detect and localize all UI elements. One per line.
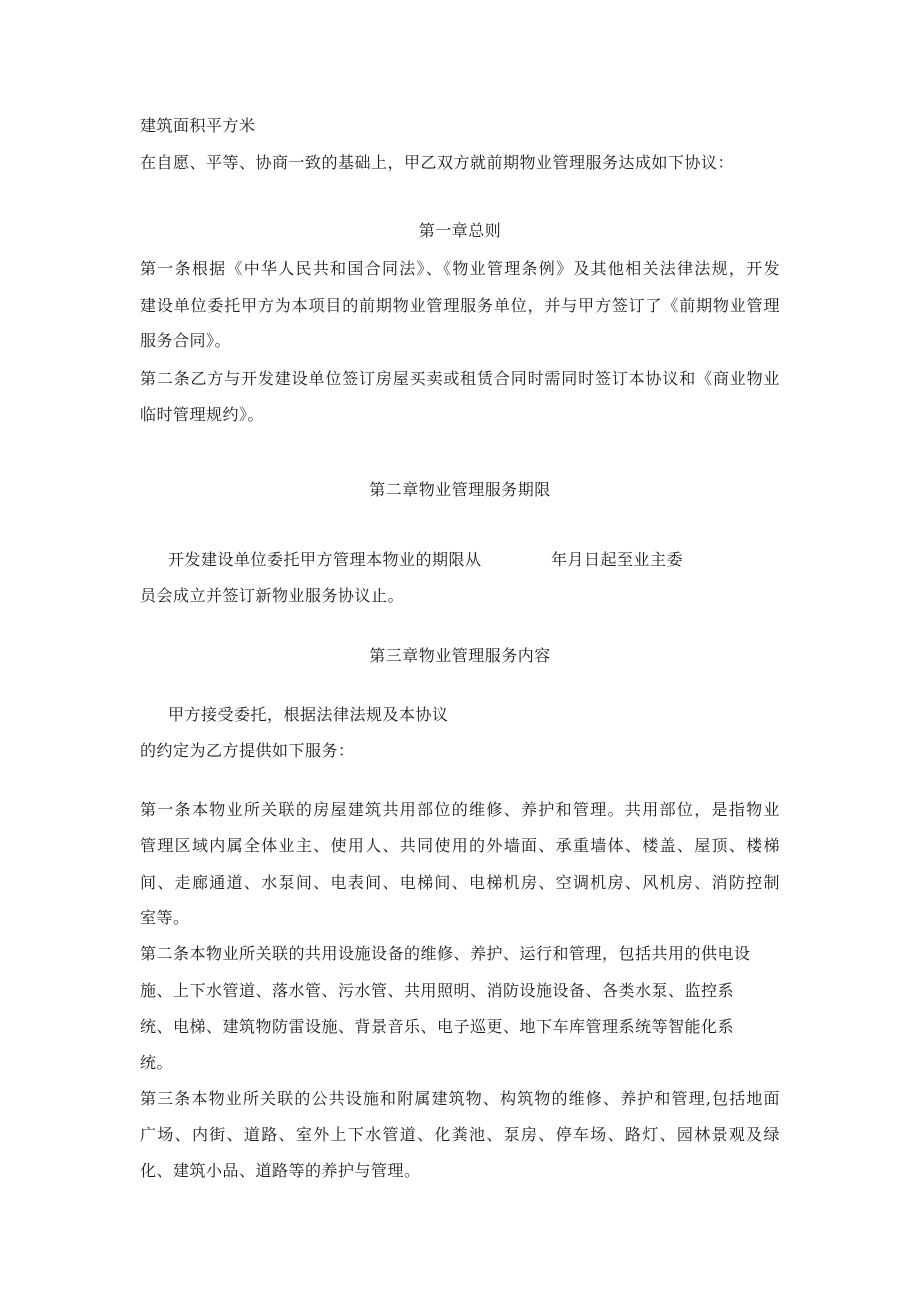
intro-line-building-area: 建筑面积平方米 [140,116,256,135]
chapter-2-term-line-end: 员会成立并签订新物业服务协议止。 [140,586,405,605]
intro-line-agreement: 在自愿、平等、协商一致的基础上，甲乙双方就前期物业管理服务达成如下协议： [140,153,735,172]
chapter-3-article-1-line: 管理区域内属全体业主、使用人、共同使用的外墙面、承重墙体、楼盖、屋顶、楼梯 [140,836,780,855]
chapter-3-article-1-line: 第一条本物业所关联的房屋建筑共用部位的维修、养护和管理。共用部位，是指物业 [140,800,780,819]
chapter-1-article-2-line: 第二条乙方与开发建设单位签订房屋买卖或租赁合同时需同时签订本协议和《商业物业 [140,369,780,388]
chapter-2-term-line-start: 开发建设单位委托甲方管理本物业的期限从 [168,550,482,569]
chapter-3-intro-line: 甲方接受委托，根据法律法规及本协议 [168,705,449,724]
chapter-1-article-2-line: 临时管理规约》。 [140,405,265,424]
chapter-2-title: 第二章物业管理服务期限 [369,480,551,499]
chapter-1-article-1-line: 第一条根据《中华人民共和国合同法》、《物业管理条例》及其他相关法律法规，开发 [140,259,780,278]
chapter-3-article-1-line: 间、走廊通道、水泵间、电表间、电梯间、电梯机房、空调机房、风机房、消防控制 [140,873,780,892]
chapter-3-article-2-line: 统。 [140,1053,174,1072]
chapter-3-article-3-line: 化、建筑小品、道路等的养护与管理。 [140,1161,421,1180]
chapter-1-title: 第一章总则 [418,221,502,240]
chapter-3-article-3-line: 第三条本物业所关联的公共设施和附属建筑物、构筑物的维修、养护和管理,包括地面 [140,1089,780,1108]
chapter-3-article-1-line: 室等。 [140,908,190,927]
chapter-3-intro-line: 的约定为乙方提供如下服务： [140,741,355,760]
chapter-3-article-2-line: 施、上下水管道、落水管、污水管、共用照明、消防设施设备、各类水泵、监控系 [140,981,735,1000]
chapter-1-article-1-line: 服务合同》。 [140,331,232,350]
chapter-1-article-1-line: 建设单位委托甲方为本项目的前期物业管理服务单位，并与甲方签订了《前期物业管理 [140,296,780,315]
chapter-2-term-line-date: 年月日起至业主委 [551,550,684,569]
chapter-3-article-2-line: 第二条本物业所关联的共用设施设备的维修、养护、运行和管理，包括共用的供电设 [140,944,751,963]
chapter-3-article-2-line: 统、电梯、建筑物防雷设施、背景音乐、电子巡更、地下车库管理系统等智能化系 [140,1017,735,1036]
chapter-3-article-3-line: 广场、内街、道路、室外上下水管道、化粪池、泵房、停车场、路灯、园林景观及绿 [140,1125,780,1144]
chapter-3-title: 第三章物业管理服务内容 [369,646,551,665]
